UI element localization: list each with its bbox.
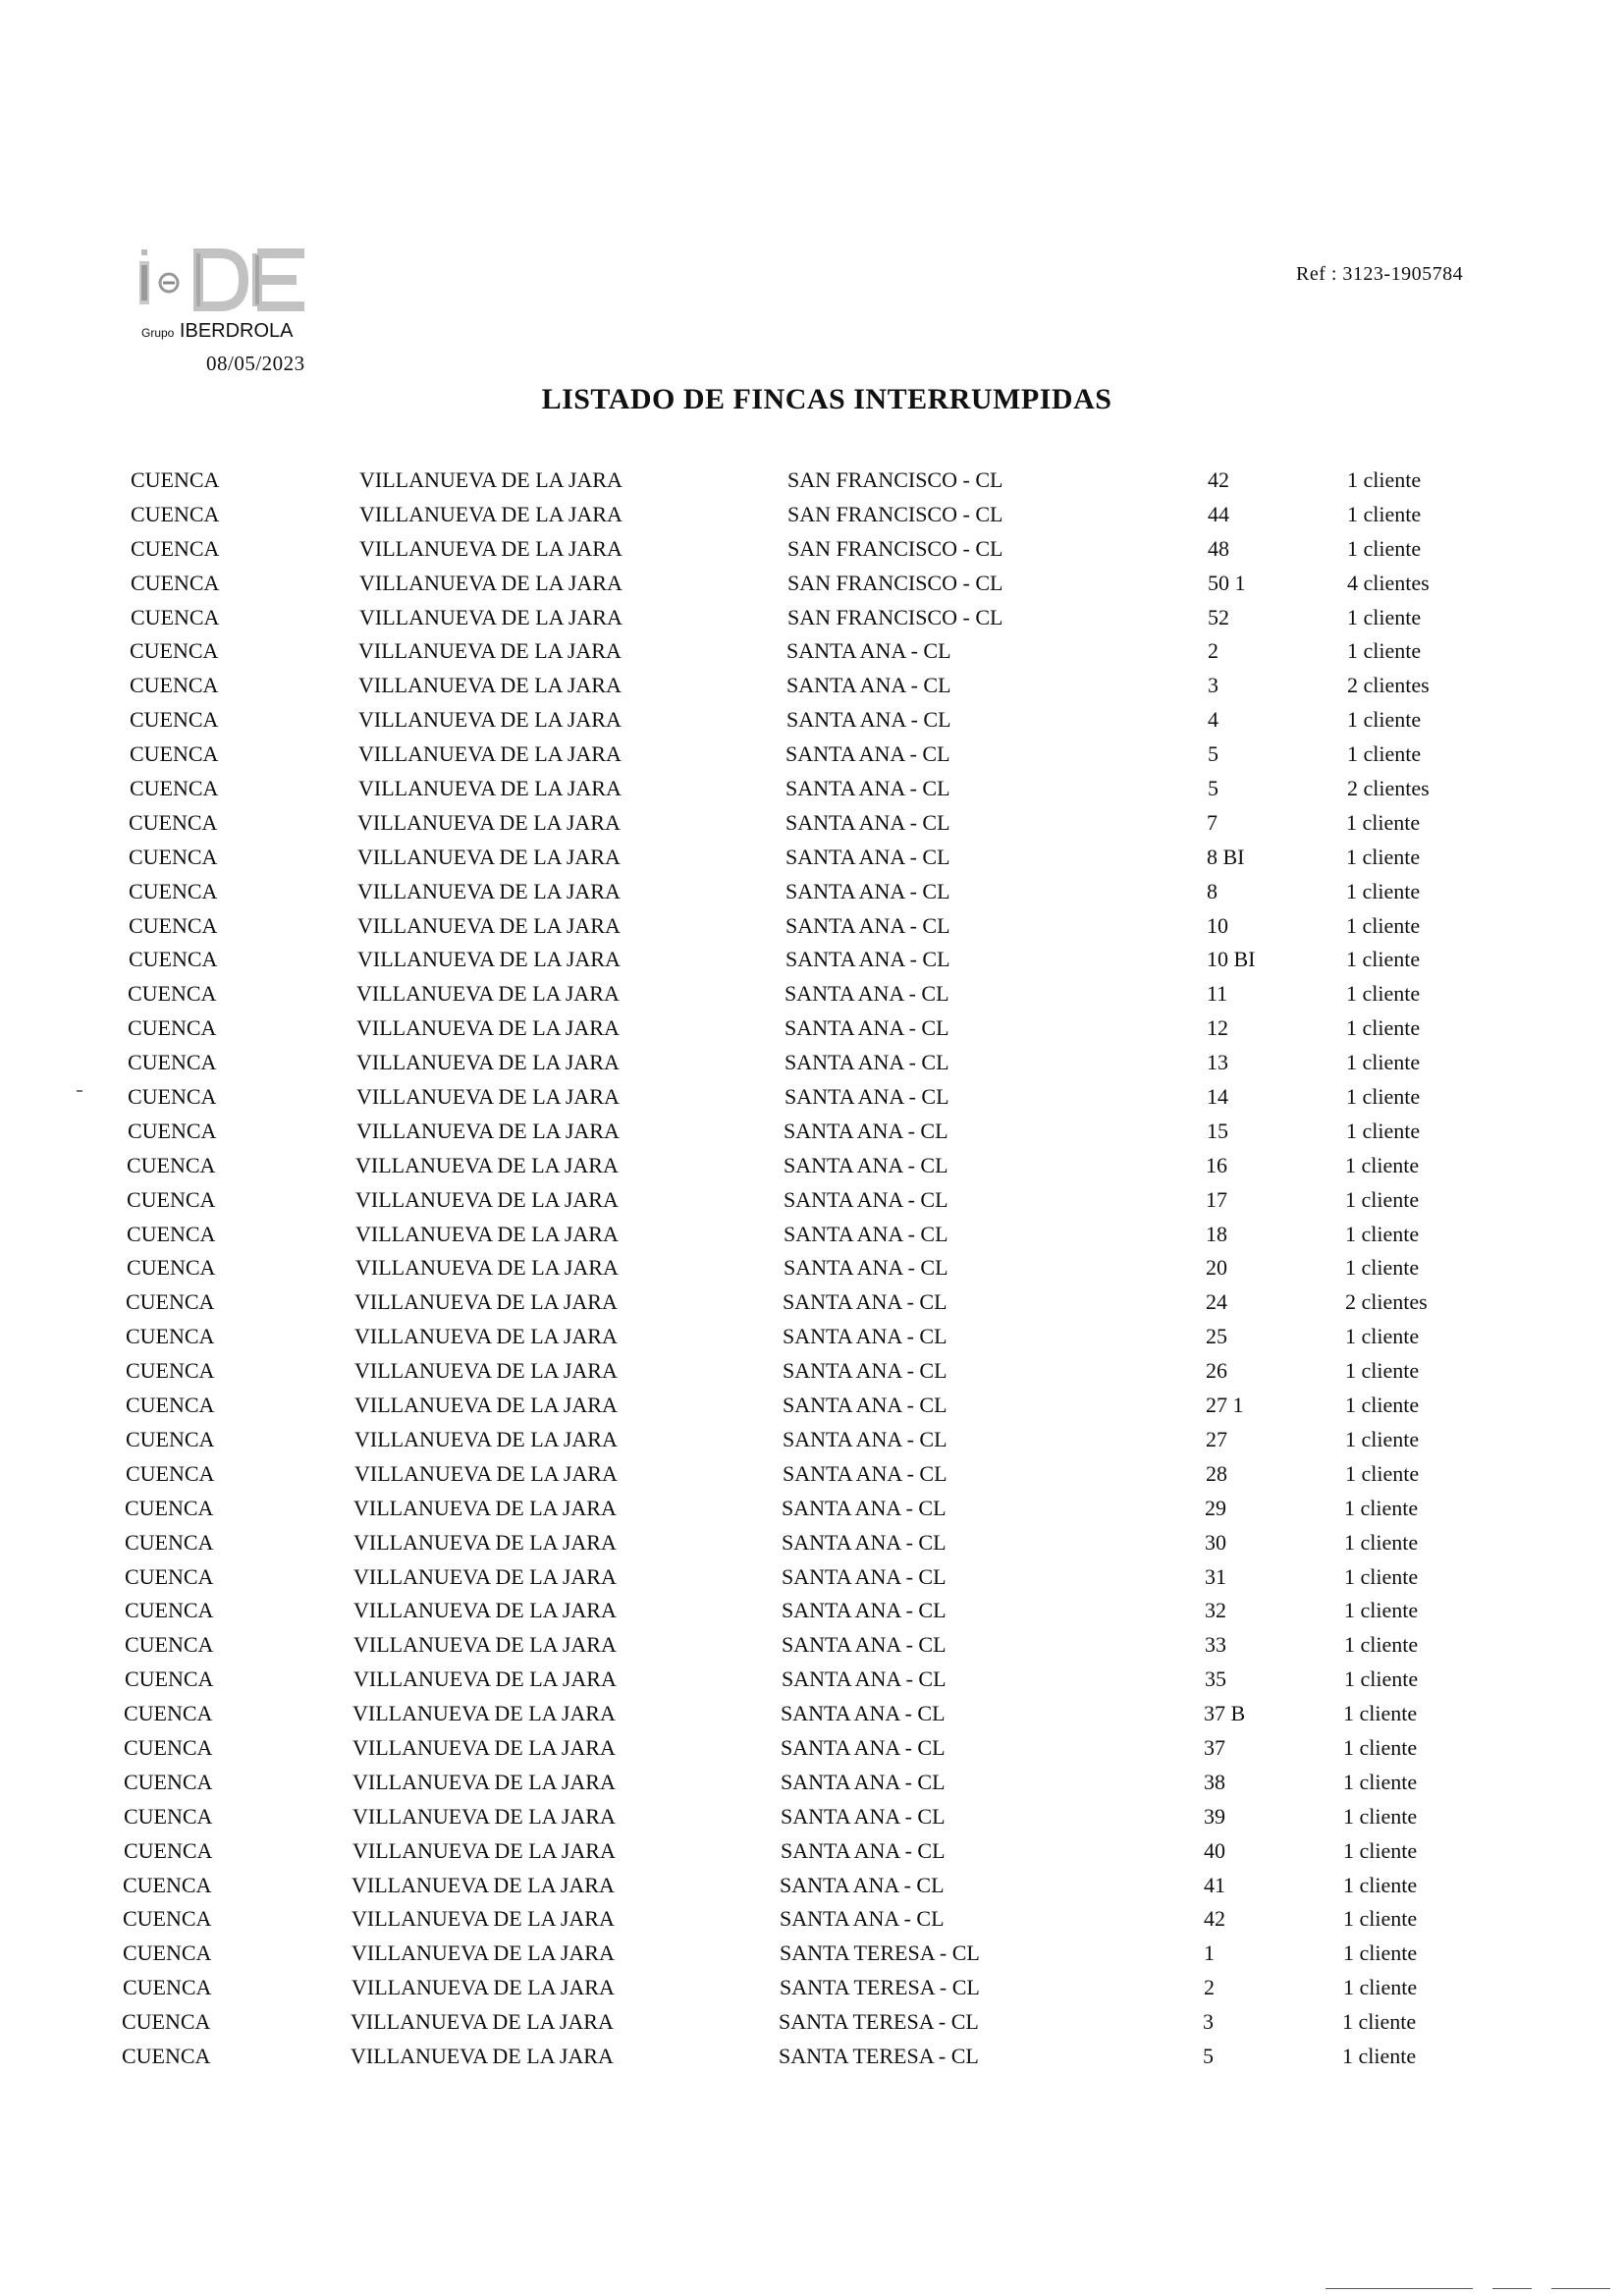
cell-number: 48	[1208, 535, 1229, 561]
cell-number: 8 BI	[1207, 844, 1245, 869]
cell-street: SANTA ANA - CL	[781, 1701, 946, 1726]
cell-municipality: VILLANUEVA DE LA JARA	[356, 1015, 620, 1041]
cell-province: CUENCA	[126, 1393, 215, 1418]
cell-province: CUENCA	[124, 1701, 213, 1726]
list-row	[0, 1354, 1624, 1389]
cell-clients: 1 cliente	[1343, 1837, 1418, 1863]
cell-street: SANTA ANA - CL	[783, 1358, 947, 1384]
page-title: LISTADO DE FINCAS INTERRUMPIDAS	[541, 383, 1112, 415]
cell-clients: 1 cliente	[1346, 1084, 1421, 1110]
cell-province: CUENCA	[126, 1289, 215, 1315]
cell-clients: 1 cliente	[1345, 1358, 1420, 1384]
cell-clients: 2 clientes	[1345, 1289, 1428, 1315]
cell-municipality: VILLANUEVA DE LA JARA	[354, 1393, 618, 1418]
cell-street: SAN FRANCISCO - CL	[787, 501, 1003, 526]
cell-street: SANTA ANA - CL	[782, 1632, 947, 1658]
cell-number: 11	[1207, 981, 1228, 1007]
cell-clients: 1 cliente	[1346, 912, 1421, 938]
cell-number: 25	[1206, 1324, 1227, 1349]
list-row	[0, 841, 1624, 875]
list-row	[0, 601, 1624, 635]
cell-province: CUENCA	[127, 1221, 216, 1246]
cell-clients: 2 clientes	[1347, 776, 1430, 801]
cell-number: 29	[1205, 1495, 1226, 1520]
cell-street: SANTA ANA - CL	[781, 1769, 946, 1794]
cell-street: SANTA ANA - CL	[783, 1289, 947, 1315]
cell-province: CUENCA	[125, 1495, 214, 1520]
cell-province: CUENCA	[129, 912, 218, 938]
cell-municipality: VILLANUEVA DE LA JARA	[352, 1906, 615, 1932]
cell-number: 3	[1208, 673, 1218, 698]
cell-number: 32	[1205, 1598, 1226, 1623]
cell-street: SAN FRANCISCO - CL	[787, 535, 1003, 561]
cell-municipality: VILLANUEVA DE LA JARA	[359, 604, 623, 629]
cell-province: CUENCA	[125, 1529, 214, 1555]
cell-clients: 1 cliente	[1346, 981, 1421, 1007]
cell-province: CUENCA	[130, 638, 219, 664]
cell-street: SANTA ANA - CL	[786, 707, 951, 733]
cell-municipality: VILLANUEVA DE LA JARA	[355, 1255, 619, 1281]
cell-number: 5	[1208, 776, 1218, 801]
list-row	[0, 1423, 1624, 1457]
cell-municipality: VILLANUEVA DE LA JARA	[351, 2009, 614, 2035]
cell-province: CUENCA	[125, 1598, 214, 1623]
cell-number: 13	[1207, 1050, 1228, 1075]
cell-province: CUENCA	[128, 981, 217, 1007]
cell-municipality: VILLANUEVA DE LA JARA	[352, 1769, 616, 1794]
cell-clients: 1 cliente	[1346, 1015, 1421, 1041]
cell-municipality: VILLANUEVA DE LA JARA	[353, 1529, 617, 1555]
cell-clients: 1 cliente	[1347, 638, 1422, 664]
cell-province: CUENCA	[131, 604, 220, 629]
list-row	[0, 1526, 1624, 1560]
cell-municipality: VILLANUEVA DE LA JARA	[352, 1940, 615, 1966]
cell-clients: 1 cliente	[1345, 1426, 1420, 1451]
cell-clients: 1 cliente	[1343, 1803, 1418, 1829]
cell-street: SANTA ANA - CL	[781, 1837, 946, 1863]
cell-province: CUENCA	[128, 1050, 217, 1075]
scan-artifact-line	[1326, 2288, 1473, 2289]
cell-province: CUENCA	[127, 1186, 216, 1212]
cell-number: 28	[1206, 1460, 1227, 1486]
cell-municipality: VILLANUEVA DE LA JARA	[358, 776, 622, 801]
cell-province: CUENCA	[126, 1426, 215, 1451]
list-row	[0, 772, 1624, 806]
list-row	[0, 1937, 1624, 1971]
cell-municipality: VILLANUEVA DE LA JARA	[358, 707, 622, 733]
cell-street: SANTA ANA - CL	[785, 776, 950, 801]
cell-number: 44	[1208, 501, 1229, 526]
cell-number: 3	[1203, 2009, 1214, 2035]
cell-street: SANTA TERESA - CL	[779, 2043, 979, 2068]
cell-number: 5	[1208, 741, 1218, 767]
cell-number: 38	[1204, 1769, 1225, 1794]
cell-province: CUENCA	[126, 1460, 215, 1486]
cell-number: 10 BI	[1207, 947, 1256, 972]
cell-street: SANTA ANA - CL	[784, 1221, 948, 1246]
document-date: 08/05/2023	[206, 352, 305, 375]
cell-clients: 1 cliente	[1344, 1495, 1419, 1520]
cell-street: SANTA ANA - CL	[783, 1426, 947, 1451]
cell-clients: 1 cliente	[1343, 1872, 1418, 1897]
cell-number: 27 1	[1206, 1393, 1244, 1418]
cell-clients: 1 cliente	[1345, 1460, 1420, 1486]
cell-municipality: VILLANUEVA DE LA JARA	[353, 1598, 617, 1623]
cell-municipality: VILLANUEVA DE LA JARA	[358, 638, 622, 664]
cell-municipality: VILLANUEVA DE LA JARA	[355, 1152, 619, 1177]
list-row	[0, 909, 1624, 944]
cell-municipality: VILLANUEVA DE LA JARA	[357, 809, 621, 835]
cell-municipality: VILLANUEVA DE LA JARA	[356, 1050, 620, 1075]
scan-artifact-line	[1551, 2288, 1610, 2289]
cell-province: CUENCA	[126, 1324, 215, 1349]
cell-clients: 1 cliente	[1346, 878, 1421, 903]
cell-clients: 1 cliente	[1346, 809, 1421, 835]
cell-number: 20	[1206, 1255, 1227, 1281]
cell-municipality: VILLANUEVA DE LA JARA	[359, 501, 623, 526]
cell-street: SAN FRANCISCO - CL	[787, 604, 1003, 629]
cell-province: CUENCA	[126, 1358, 215, 1384]
cell-number: 26	[1206, 1358, 1227, 1384]
cell-province: CUENCA	[122, 2043, 211, 2068]
cell-province: CUENCA	[131, 467, 220, 492]
cell-clients: 1 cliente	[1344, 1598, 1419, 1623]
cell-clients: 1 cliente	[1347, 604, 1422, 629]
cell-clients: 1 cliente	[1345, 1324, 1420, 1349]
list-row	[0, 1149, 1624, 1183]
cell-street: SANTA ANA - CL	[785, 809, 950, 835]
cell-municipality: VILLANUEVA DE LA JARA	[352, 1975, 615, 2000]
cell-province: CUENCA	[131, 570, 220, 595]
cell-province: CUENCA	[124, 1769, 213, 1794]
cell-municipality: VILLANUEVA DE LA JARA	[353, 1495, 617, 1520]
cell-province: CUENCA	[125, 1632, 214, 1658]
list-row	[0, 1628, 1624, 1663]
cell-province: CUENCA	[130, 776, 219, 801]
cell-municipality: VILLANUEVA DE LA JARA	[354, 1358, 618, 1384]
list-row	[0, 532, 1624, 567]
cell-clients: 2 clientes	[1347, 673, 1430, 698]
reference-number: Ref : 3123-1905784	[1296, 263, 1464, 285]
list-row	[0, 1697, 1624, 1731]
cell-clients: 1 cliente	[1347, 707, 1422, 733]
cell-municipality: VILLANUEVA DE LA JARA	[352, 1803, 616, 1829]
cell-street: SANTA ANA - CL	[782, 1667, 947, 1692]
cell-province: CUENCA	[130, 673, 219, 698]
ide-logo-icon	[137, 244, 314, 312]
list-row	[0, 1594, 1624, 1628]
list-row	[0, 1731, 1624, 1766]
cell-number: 18	[1206, 1221, 1227, 1246]
cell-clients: 1 cliente	[1344, 1563, 1419, 1589]
group-name	[141, 320, 294, 343]
cell-number: 33	[1205, 1632, 1226, 1658]
cell-municipality: VILLANUEVA DE LA JARA	[358, 741, 622, 767]
cell-province: CUENCA	[125, 1667, 214, 1692]
cell-clients: 1 cliente	[1343, 1734, 1418, 1760]
cell-street: SANTA ANA - CL	[780, 1872, 945, 1897]
cell-clients: 1 cliente	[1344, 1667, 1419, 1692]
cell-municipality: VILLANUEVA DE LA JARA	[359, 467, 623, 492]
list-row	[0, 1011, 1624, 1046]
list-row	[0, 1560, 1624, 1595]
cell-municipality: VILLANUEVA DE LA JARA	[357, 912, 621, 938]
cell-clients: 1 cliente	[1343, 1701, 1418, 1726]
list-row	[0, 1902, 1624, 1937]
cell-municipality: VILLANUEVA DE LA JARA	[354, 1460, 618, 1486]
list-row	[0, 703, 1624, 738]
cell-clients: 1 cliente	[1346, 1050, 1421, 1075]
list-row	[0, 1251, 1624, 1285]
cell-municipality: VILLANUEVA DE LA JARA	[353, 1563, 617, 1589]
list-row	[0, 1834, 1624, 1869]
cell-number: 2	[1204, 1975, 1215, 2000]
cell-number: 42	[1204, 1906, 1225, 1932]
cell-municipality: VILLANUEVA DE LA JARA	[351, 2043, 614, 2068]
cell-clients: 1 cliente	[1347, 741, 1422, 767]
cell-clients: 1 cliente	[1347, 467, 1422, 492]
cell-province: CUENCA	[130, 741, 219, 767]
cell-number: 39	[1204, 1803, 1225, 1829]
cell-municipality: VILLANUEVA DE LA JARA	[352, 1837, 616, 1863]
cell-province: CUENCA	[123, 1906, 212, 1932]
list-row	[0, 806, 1624, 841]
cell-municipality: VILLANUEVA DE LA JARA	[353, 1632, 617, 1658]
cell-street: SANTA ANA - CL	[781, 1803, 946, 1829]
list-row	[0, 1183, 1624, 1218]
cell-clients: 1 cliente	[1344, 1529, 1419, 1555]
cell-municipality: VILLANUEVA DE LA JARA	[352, 1872, 615, 1897]
cell-clients: 1 cliente	[1343, 1975, 1418, 2000]
list-row	[0, 1389, 1624, 1423]
list-row	[0, 1080, 1624, 1115]
company-logo	[137, 244, 334, 342]
cell-municipality: VILLANUEVA DE LA JARA	[357, 844, 621, 869]
list-row	[0, 1492, 1624, 1526]
cell-province: CUENCA	[124, 1734, 213, 1760]
cell-street: SANTA ANA - CL	[785, 1050, 949, 1075]
cell-province: CUENCA	[131, 501, 220, 526]
cell-clients: 4 clientes	[1347, 570, 1430, 595]
list-row	[0, 464, 1624, 498]
cell-number: 4	[1208, 707, 1218, 733]
cell-street: SANTA ANA - CL	[785, 947, 950, 972]
cell-clients: 1 cliente	[1343, 1906, 1418, 1932]
cell-clients: 1 cliente	[1343, 1769, 1418, 1794]
cell-street: SANTA TERESA - CL	[780, 1940, 980, 1966]
cell-number: 8	[1207, 878, 1218, 903]
cell-province: CUENCA	[130, 707, 219, 733]
cell-municipality: VILLANUEVA DE LA JARA	[357, 878, 621, 903]
cell-number: 37	[1204, 1734, 1225, 1760]
cell-number: 41	[1204, 1872, 1225, 1897]
cell-clients: 1 cliente	[1345, 1255, 1420, 1281]
cell-street: SANTA ANA - CL	[785, 912, 950, 938]
cell-province: CUENCA	[128, 1084, 217, 1110]
cell-number: 10	[1207, 912, 1228, 938]
group-brand: IBERDROLA	[179, 320, 294, 342]
cell-province: CUENCA	[129, 809, 218, 835]
cell-street: SAN FRANCISCO - CL	[787, 467, 1003, 492]
cell-street: SANTA ANA - CL	[785, 844, 950, 869]
cell-number: 12	[1207, 1015, 1228, 1041]
cell-municipality: VILLANUEVA DE LA JARA	[356, 1084, 620, 1110]
cell-street: SANTA TERESA - CL	[779, 2009, 979, 2035]
cell-street: SANTA TERESA - CL	[780, 1975, 980, 2000]
list-row	[0, 1320, 1624, 1354]
list-row	[0, 875, 1624, 909]
cell-province: CUENCA	[125, 1563, 214, 1589]
cell-clients: 1 cliente	[1342, 2009, 1417, 2035]
cell-province: CUENCA	[127, 1255, 216, 1281]
cell-municipality: VILLANUEVA DE LA JARA	[352, 1734, 616, 1760]
group-prefix: Grupo	[141, 326, 175, 340]
cell-street: SAN FRANCISCO - CL	[787, 570, 1003, 595]
list-row	[0, 738, 1624, 772]
cell-street: SANTA ANA - CL	[782, 1563, 947, 1589]
cell-street: SANTA ANA - CL	[786, 673, 951, 698]
cell-municipality: VILLANUEVA DE LA JARA	[354, 1426, 618, 1451]
cell-number: 2	[1208, 638, 1218, 664]
cell-municipality: VILLANUEVA DE LA JARA	[356, 1118, 620, 1143]
cell-number: 52	[1208, 604, 1229, 629]
cell-province: CUENCA	[128, 1015, 217, 1041]
cell-clients: 1 cliente	[1345, 1393, 1420, 1418]
list-row	[0, 1971, 1624, 2005]
cell-municipality: VILLANUEVA DE LA JARA	[359, 535, 623, 561]
list-row	[0, 977, 1624, 1011]
cell-street: SANTA ANA - CL	[780, 1906, 945, 1932]
cell-province: CUENCA	[123, 1872, 212, 1897]
cell-province: CUENCA	[127, 1152, 216, 1177]
cell-clients: 1 cliente	[1346, 947, 1421, 972]
cell-clients: 1 cliente	[1342, 2043, 1417, 2068]
cell-number: 50 1	[1208, 570, 1246, 595]
list-row	[0, 2040, 1624, 2074]
cell-number: 5	[1203, 2043, 1214, 2068]
cell-street: SANTA ANA - CL	[784, 1118, 948, 1143]
cell-number: 14	[1207, 1084, 1228, 1110]
list-row	[0, 943, 1624, 977]
cell-number: 24	[1206, 1289, 1227, 1315]
list-row	[0, 567, 1624, 601]
cell-municipality: VILLANUEVA DE LA JARA	[352, 1701, 616, 1726]
cell-clients: 1 cliente	[1346, 1118, 1421, 1143]
cell-street: SANTA ANA - CL	[781, 1734, 946, 1760]
cell-number: 27	[1206, 1426, 1227, 1451]
cell-municipality: VILLANUEVA DE LA JARA	[356, 981, 620, 1007]
cell-clients: 1 cliente	[1344, 1632, 1419, 1658]
cell-street: SANTA ANA - CL	[785, 1084, 949, 1110]
cell-municipality: VILLANUEVA DE LA JARA	[358, 673, 622, 698]
cell-province: CUENCA	[122, 2009, 211, 2035]
list-row	[0, 634, 1624, 669]
cell-province: CUENCA	[124, 1837, 213, 1863]
list-row	[0, 1800, 1624, 1834]
scan-artifact-line	[1492, 2288, 1532, 2289]
cell-province: CUENCA	[123, 1940, 212, 1966]
cell-number: 42	[1208, 467, 1229, 492]
cell-clients: 1 cliente	[1345, 1221, 1420, 1246]
cell-clients: 1 cliente	[1347, 535, 1422, 561]
cell-street: SANTA ANA - CL	[784, 1255, 948, 1281]
cell-street: SANTA ANA - CL	[786, 638, 951, 664]
list-row	[0, 1766, 1624, 1800]
cell-municipality: VILLANUEVA DE LA JARA	[353, 1667, 617, 1692]
cell-number: 16	[1206, 1152, 1227, 1177]
cell-street: SANTA ANA - CL	[783, 1393, 947, 1418]
cell-number: 40	[1204, 1837, 1225, 1863]
list-row	[0, 1285, 1624, 1320]
cell-number: 7	[1207, 809, 1218, 835]
fincas-list	[0, 464, 1624, 2074]
cell-number: 15	[1207, 1118, 1228, 1143]
cell-street: SANTA ANA - CL	[785, 1015, 949, 1041]
cell-province: CUENCA	[129, 878, 218, 903]
cell-province: CUENCA	[128, 1118, 217, 1143]
cell-clients: 1 cliente	[1345, 1152, 1420, 1177]
list-row	[0, 1115, 1624, 1149]
cell-municipality: VILLANUEVA DE LA JARA	[357, 947, 621, 972]
list-row	[0, 1046, 1624, 1080]
list-row	[0, 498, 1624, 532]
cell-province: CUENCA	[124, 1803, 213, 1829]
cell-number: 31	[1205, 1563, 1226, 1589]
cell-municipality: VILLANUEVA DE LA JARA	[354, 1289, 618, 1315]
cell-street: SANTA ANA - CL	[784, 1186, 948, 1212]
cell-street: SANTA ANA - CL	[785, 741, 950, 767]
cell-street: SANTA ANA - CL	[785, 878, 950, 903]
cell-province: CUENCA	[131, 535, 220, 561]
cell-province: CUENCA	[123, 1975, 212, 2000]
cell-street: SANTA ANA - CL	[785, 981, 949, 1007]
cell-province: CUENCA	[129, 947, 218, 972]
cell-clients: 1 cliente	[1347, 501, 1422, 526]
cell-number: 30	[1205, 1529, 1226, 1555]
cell-municipality: VILLANUEVA DE LA JARA	[355, 1221, 619, 1246]
cell-number: 1	[1204, 1940, 1215, 1966]
scan-artifact-dot	[77, 1090, 82, 1092]
cell-clients: 1 cliente	[1345, 1186, 1420, 1212]
cell-number: 35	[1205, 1667, 1226, 1692]
cell-number: 37 B	[1204, 1701, 1246, 1726]
cell-street: SANTA ANA - CL	[782, 1495, 947, 1520]
cell-municipality: VILLANUEVA DE LA JARA	[354, 1324, 618, 1349]
list-row	[0, 1663, 1624, 1697]
list-row	[0, 1869, 1624, 1903]
cell-province: CUENCA	[129, 844, 218, 869]
cell-clients: 1 cliente	[1343, 1940, 1418, 1966]
list-row	[0, 1457, 1624, 1492]
list-row	[0, 2005, 1624, 2040]
list-row	[0, 669, 1624, 703]
cell-municipality: VILLANUEVA DE LA JARA	[355, 1186, 619, 1212]
cell-street: SANTA ANA - CL	[784, 1152, 948, 1177]
cell-street: SANTA ANA - CL	[783, 1460, 947, 1486]
cell-number: 17	[1206, 1186, 1227, 1212]
cell-street: SANTA ANA - CL	[782, 1529, 947, 1555]
cell-street: SANTA ANA - CL	[782, 1598, 947, 1623]
list-row	[0, 1218, 1624, 1252]
cell-municipality: VILLANUEVA DE LA JARA	[359, 570, 623, 595]
cell-clients: 1 cliente	[1346, 844, 1421, 869]
cell-street: SANTA ANA - CL	[783, 1324, 947, 1349]
